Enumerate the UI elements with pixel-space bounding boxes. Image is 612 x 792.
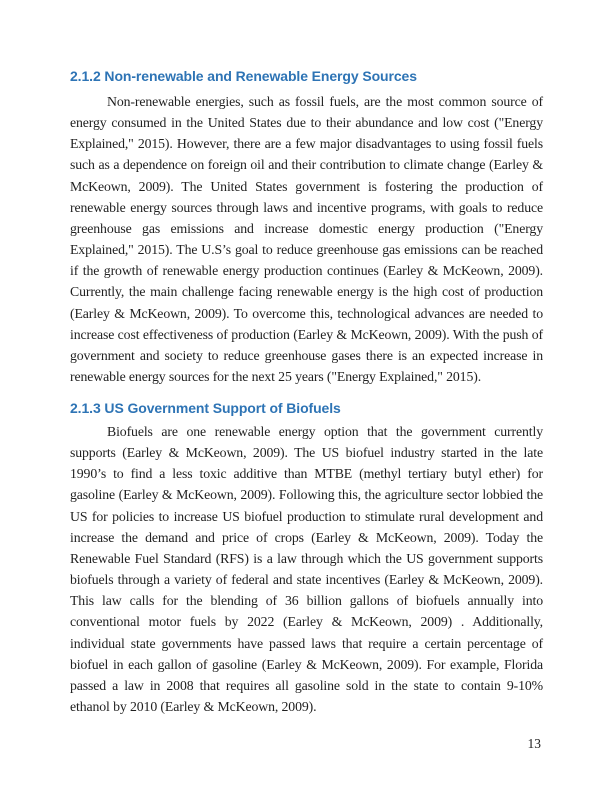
section-heading-2-1-3: 2.1.3 US Government Support of Biofuels (70, 400, 341, 416)
page-number: 13 (527, 736, 541, 751)
section-2-1-2-paragraph: Non-renewable energies, such as fossil fuels, are the most common source of energy consumed in the United States due to their abundance and low cost ("Energy Explained," 2015). However, there are a few major disadvantages to using fossil fuels such as a dependence on foreign oil and their contribution to climate change (Earley & McKeown, 2009). The United States government is fostering the production of renewable energy sources through laws and incentive programs, with goals to reduce greenhouse gas emissions and increase domestic energy production ("Energy Explained," 2015). The U.S’s goal to reduce greenhouse gas emissions can be reached if the growth of renewable energy production continues (Earley & McKeown, 2009). Currently, the main challenge facing renewable energy is the high cost of production (Earley & McKeown, 2009). To overcome this, technological advances are needed to increase cost effectiveness of production (Earley & McKeown, 2009). With the push of government and society to reduce greenhouse gases there is an expected increase in renewable energy sources for the next 25 years ("Energy Explained," 2015). (70, 94, 543, 385)
section-2-1-3-paragraph: Biofuels are one renewable energy option that the government currently supports (Earley & McKeown, 2009). The US biofuel industry started in the late 1990’s to find a less toxic additive than MTBE (methyl tertiary butyl ether) for gasoline (Earley & McKeown, 2009). Following this, the agriculture sector lobbied the US for policies to increase US biofuel production to stimulate rural development and increase the demand and price of crops (Earley & McKeown, 2009). Today the Renewable Fuel Standard (RFS) is a law through which the US government supports biofuels through a variety of federal and state incentives (Earley & McKeown, 2009). This law calls for the blending of 36 billion gallons of biofuels annually into conventional motor fuels by 2022 (Earley & McKeown, 2009) . Additionally, individual state governments have passed laws that require a certain percentage of biofuel in each gallon of gasoline (Earley & McKeown, 2009). For example, Florida passed a law in 2008 that requires all gasoline sold in the state to contain 9-10% ethanol by 2010 (Earley & McKeown, 2009). (70, 424, 543, 715)
section-heading-2-1-2: 2.1.2 Non-renewable and Renewable Energy Sources (70, 68, 417, 84)
